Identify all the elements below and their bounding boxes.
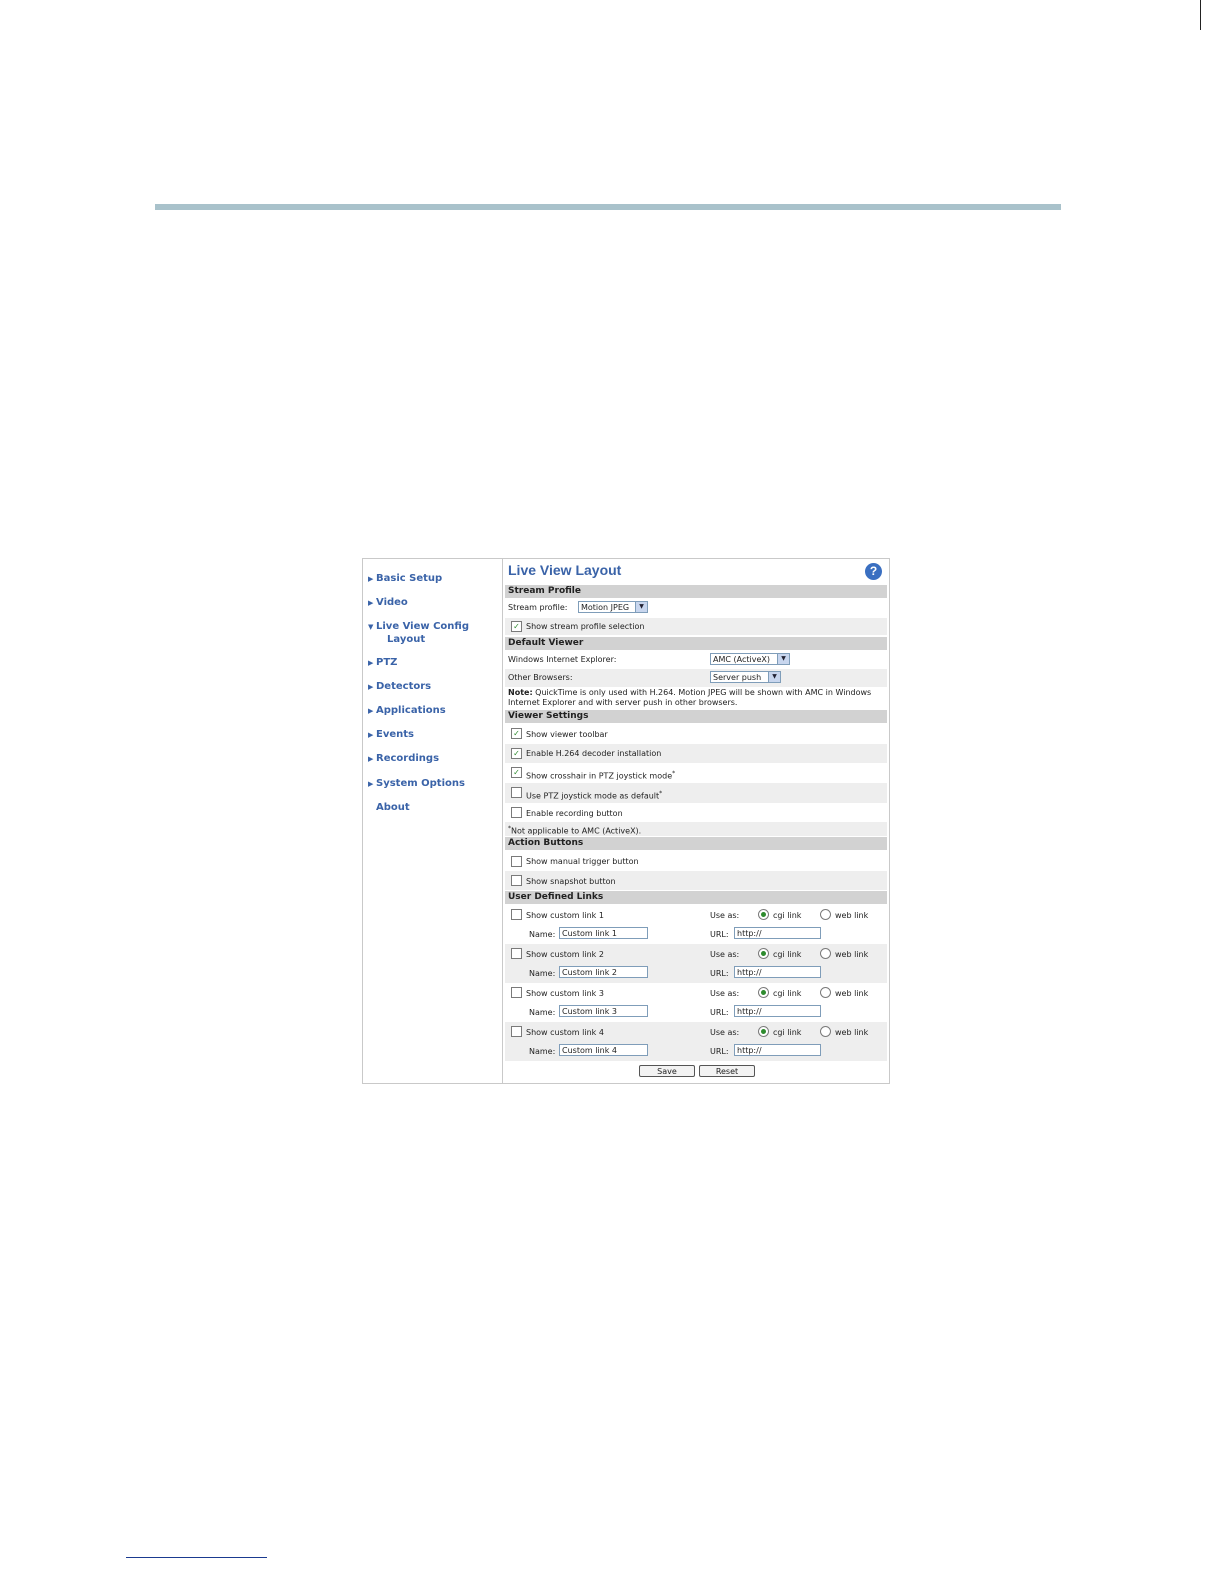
caret-right-icon: ▶ <box>368 707 374 715</box>
section-header-default-viewer: Default Viewer <box>505 637 887 650</box>
custom-link-row <box>505 905 887 944</box>
custom-link-label: Show custom link 2 <box>526 950 604 959</box>
cgi-link-radio[interactable] <box>758 1026 769 1037</box>
enable-h264-checkbox[interactable]: ✓ <box>511 748 522 759</box>
viewer-option-label: Show viewer toolbar <box>526 730 608 739</box>
section-header-viewer-settings: Viewer Settings <box>505 710 887 723</box>
custom-link-name-field[interactable]: Custom link 4 <box>559 1044 648 1056</box>
help-icon[interactable]: ? <box>865 563 882 580</box>
custom-link-row <box>505 1022 887 1061</box>
footnote-rule <box>126 1557 267 1558</box>
use-as-label: Use as: <box>710 989 740 998</box>
custom-link-row <box>505 944 887 983</box>
custom-link-label: Show custom link 3 <box>526 989 604 998</box>
web-link-label: web link <box>835 989 869 998</box>
camera-config-window <box>362 558 890 1084</box>
url-label: URL: <box>710 1008 729 1017</box>
viewer-option-row <box>505 763 887 783</box>
url-label: URL: <box>710 930 729 939</box>
show-custom-link-checkbox[interactable] <box>511 1026 522 1037</box>
ptz-joystick-default-checkbox[interactable] <box>511 787 522 798</box>
custom-link-label: Show custom link 1 <box>526 911 604 920</box>
web-link-radio[interactable] <box>820 948 831 959</box>
custom-link-name-field[interactable]: Custom link 1 <box>559 927 648 939</box>
viewer-note <box>505 687 887 709</box>
page-top-rule <box>155 204 1061 210</box>
section-header-stream-profile: Stream Profile <box>505 585 887 598</box>
viewer-option-label: Enable recording button <box>526 809 623 818</box>
show-custom-link-checkbox[interactable] <box>511 909 522 920</box>
ie-viewer-label: Windows Internet Explorer: <box>508 655 617 664</box>
cgi-link-label: cgi link <box>773 950 802 959</box>
custom-link-url-field[interactable]: http:// <box>734 966 821 978</box>
web-link-radio[interactable] <box>820 909 831 920</box>
caret-right-icon: ▶ <box>368 599 374 607</box>
show-stream-profile-checkbox[interactable]: ✓ <box>511 621 522 632</box>
caret-down-icon: ▼ <box>368 623 374 631</box>
cgi-link-label: cgi link <box>773 989 802 998</box>
asterisk: * <box>659 790 663 797</box>
sidebar-item-about[interactable] <box>368 801 410 815</box>
viewer-option-row <box>505 783 887 803</box>
name-label: Name: <box>529 1047 556 1056</box>
sidebar-item-label: About <box>376 802 410 813</box>
sidebar-item-label: Recordings <box>376 753 440 764</box>
reset-button[interactable]: Reset <box>699 1065 755 1077</box>
show-custom-link-checkbox[interactable] <box>511 987 522 998</box>
use-as-label: Use as: <box>710 911 740 920</box>
show-stream-profile-row <box>505 618 887 635</box>
viewer-footnote-row <box>505 822 887 836</box>
action-option-row <box>505 871 887 890</box>
custom-link-label: Show custom link 4 <box>526 1028 604 1037</box>
sidebar-item-video[interactable] <box>368 596 408 610</box>
other-browsers-label: Other Browsers: <box>508 673 573 682</box>
viewer-option-row <box>505 803 887 822</box>
chevron-down-icon: ▼ <box>777 654 789 664</box>
sidebar-item-basic-setup[interactable] <box>368 572 442 586</box>
name-label: Name: <box>529 969 556 978</box>
action-option-row <box>505 851 887 871</box>
viewer-option-label: Use PTZ joystick mode as default <box>526 791 660 801</box>
viewer-option-row <box>505 724 887 744</box>
sidebar-item-system-options[interactable] <box>368 777 465 791</box>
url-label: URL: <box>710 1047 729 1056</box>
sidebar-subitem-layout[interactable]: Layout <box>387 634 426 645</box>
caret-right-icon: ▶ <box>368 780 374 788</box>
section-header-action-buttons: Action Buttons <box>505 837 887 850</box>
ie-viewer-row <box>505 651 887 669</box>
sidebar-item-ptz[interactable] <box>368 656 397 670</box>
action-option-label: Show snapshot button <box>526 877 616 886</box>
show-crosshair-checkbox[interactable]: ✓ <box>511 767 522 778</box>
section-header-user-links: User Defined Links <box>505 891 887 904</box>
name-label: Name: <box>529 1008 556 1017</box>
sidebar-item-label: System Options <box>376 778 465 789</box>
web-link-radio[interactable] <box>820 987 831 998</box>
caret-right-icon: ▶ <box>368 731 374 739</box>
sidebar-item-label: Events <box>376 729 414 740</box>
show-stream-profile-label: Show stream profile selection <box>526 622 645 631</box>
custom-link-name-field[interactable]: Custom link 3 <box>559 1005 648 1017</box>
asterisk: * <box>672 770 676 777</box>
caret-right-icon: ▶ <box>368 659 374 667</box>
other-browsers-row <box>505 669 887 687</box>
viewer-option-row <box>505 744 887 763</box>
asterisk: * <box>508 825 511 832</box>
main-panel <box>505 559 887 1083</box>
note-text: QuickTime is only used with H.264. Motion JPEG will be shown with AMC in Windows <box>532 688 872 697</box>
note-bold: Note: <box>508 688 533 697</box>
sidebar-item-events[interactable] <box>368 728 414 742</box>
custom-link-name-field[interactable]: Custom link 2 <box>559 966 648 978</box>
web-link-label: web link <box>835 950 869 959</box>
cgi-link-radio[interactable] <box>758 987 769 998</box>
custom-link-url-field[interactable]: http:// <box>734 927 821 939</box>
chevron-down-icon: ▼ <box>768 672 780 682</box>
page-title: Live View Layout <box>508 562 622 578</box>
name-label: Name: <box>529 930 556 939</box>
custom-link-url-field[interactable]: http:// <box>734 1044 821 1056</box>
cgi-link-radio[interactable] <box>758 948 769 959</box>
sidebar-item-label: Video <box>376 597 408 608</box>
stream-profile-row <box>505 599 887 617</box>
cgi-link-label: cgi link <box>773 911 802 920</box>
sidebar-item-detectors[interactable] <box>368 680 431 694</box>
stream-profile-select[interactable]: Motion JPEG ▼ <box>578 601 648 613</box>
custom-link-url-field[interactable]: http:// <box>734 1005 821 1017</box>
web-link-label: web link <box>835 1028 869 1037</box>
sidebar-item-live-view-config[interactable] <box>368 620 469 634</box>
viewer-option-label: Enable H.264 decoder installation <box>526 749 662 758</box>
web-link-label: web link <box>835 911 869 920</box>
custom-link-row <box>505 983 887 1022</box>
other-browsers-select[interactable]: Server push ▼ <box>710 671 781 683</box>
page-corner-rule <box>1200 0 1201 30</box>
show-snapshot-checkbox[interactable] <box>511 875 522 886</box>
sidebar-item-recordings[interactable] <box>368 752 439 766</box>
sidebar-item-label: Applications <box>376 705 446 716</box>
show-manual-trigger-checkbox[interactable] <box>511 856 522 867</box>
enable-recording-checkbox[interactable] <box>511 807 522 818</box>
use-as-label: Use as: <box>710 950 740 959</box>
chevron-down-icon: ▼ <box>635 602 647 612</box>
sidebar-item-label: Basic Setup <box>376 573 443 584</box>
sidebar-item-label: Live View Config <box>376 621 469 632</box>
caret-right-icon: ▶ <box>368 755 374 763</box>
cgi-link-radio[interactable] <box>758 909 769 920</box>
use-as-label: Use as: <box>710 1028 740 1037</box>
url-label: URL: <box>710 969 729 978</box>
sidebar <box>363 559 503 1083</box>
sidebar-item-applications[interactable] <box>368 704 446 718</box>
ie-viewer-select[interactable]: AMC (ActiveX) ▼ <box>710 653 790 665</box>
cgi-link-label: cgi link <box>773 1028 802 1037</box>
web-link-radio[interactable] <box>820 1026 831 1037</box>
viewer-footnote: Not applicable to AMC (ActiveX). <box>511 826 642 836</box>
viewer-option-label: Show crosshair in PTZ joystick mode <box>526 771 673 781</box>
save-button[interactable]: Save <box>639 1065 695 1077</box>
show-custom-link-checkbox[interactable] <box>511 948 522 959</box>
caret-right-icon: ▶ <box>368 683 374 691</box>
action-option-label: Show manual trigger button <box>526 857 639 866</box>
caret-right-icon: ▶ <box>368 575 374 583</box>
stream-profile-label: Stream profile: <box>508 603 568 612</box>
show-viewer-toolbar-checkbox[interactable]: ✓ <box>511 728 522 739</box>
sidebar-item-label: Detectors <box>376 681 432 692</box>
sidebar-item-label: PTZ <box>376 657 398 668</box>
note-text-2: Internet Explorer and with server push in other browsers. <box>508 698 738 707</box>
